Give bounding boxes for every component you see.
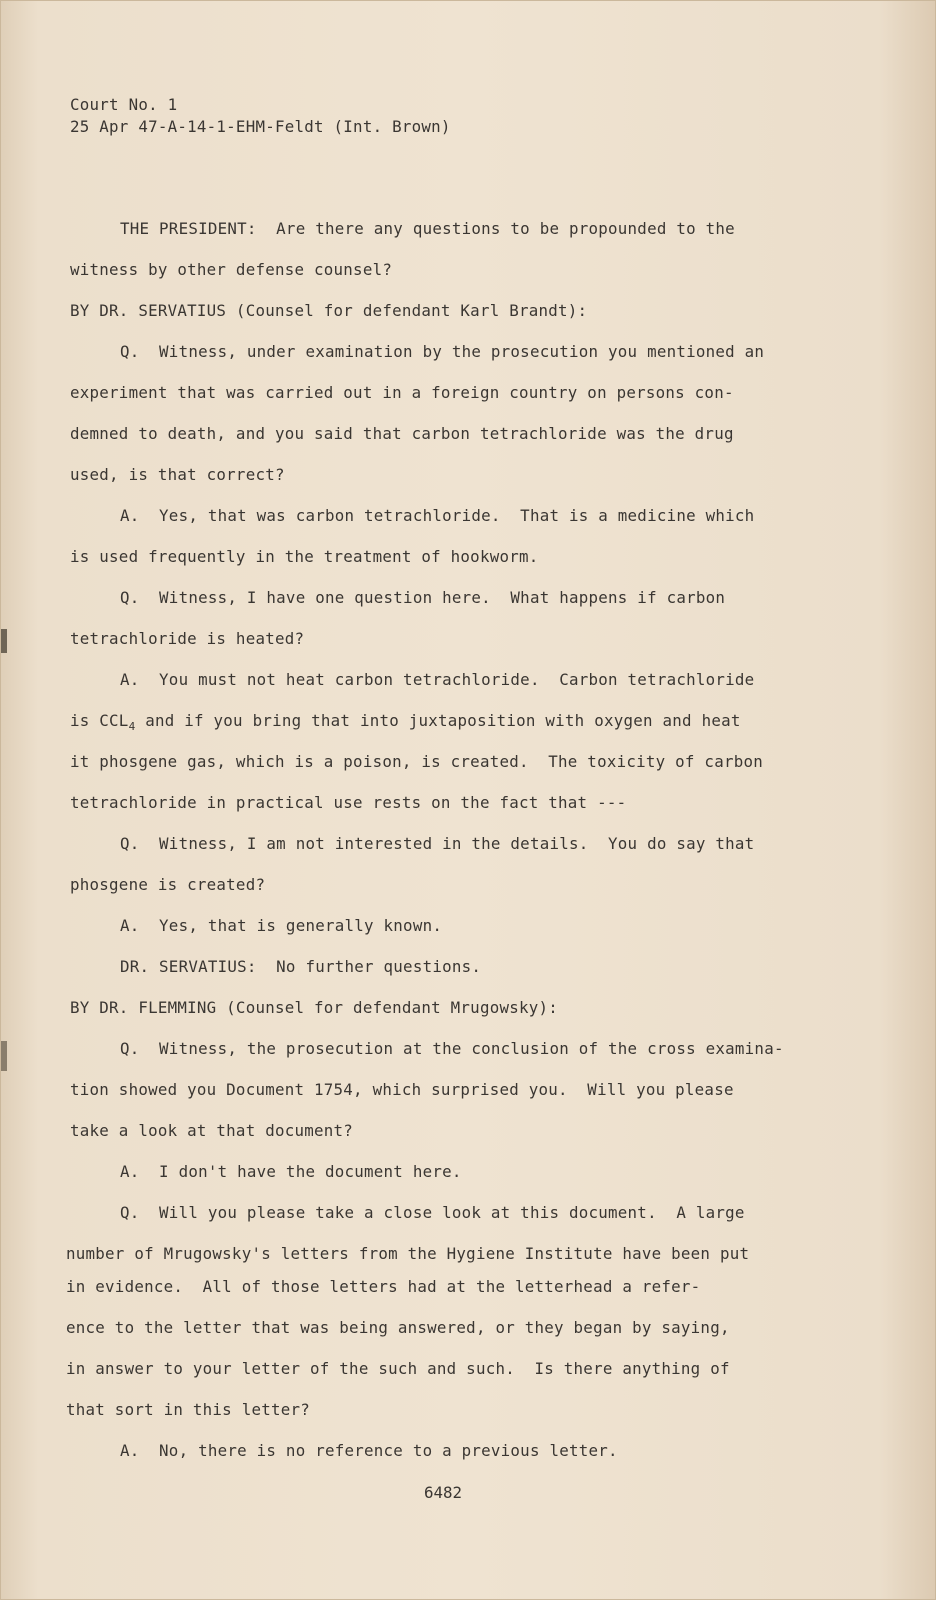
transcript-line: that sort in this letter? (66, 1400, 311, 1419)
transcript-line: it phosgene gas, which is a poison, is created. The toxicity of carbon (70, 752, 763, 771)
transcript-line: A. No, there is no reference to a previous letter. (120, 1441, 618, 1460)
transcript-line: in evidence. All of those letters had at the letterhead a refer- (66, 1277, 701, 1296)
transcript-line: is used frequently in the treatment of hookworm. (70, 547, 539, 566)
transcript-line: THE PRESIDENT: Are there any questions to be propounded to the (120, 219, 735, 238)
transcript-line: experiment that was carried out in a foreign country on persons con- (70, 383, 734, 402)
transcript-line: Q. Will you please take a close look at this document. A large (120, 1203, 745, 1222)
transcript-line: Q. Witness, I am not interested in the details. You do say that (120, 834, 755, 853)
transcript-reference: 25 Apr 47-A-14-1-EHM-Feldt (Int. Brown) (70, 117, 451, 136)
transcript-line: Q. Witness, the prosecution at the conclusion of the cross examina- (120, 1039, 784, 1058)
transcript-line: tetrachloride in practical use rests on the fact that --- (70, 793, 627, 812)
transcript-line: DR. SERVATIUS: No further questions. (120, 957, 482, 976)
transcript-line: Q. Witness, under examination by the prosecution you mentioned an (120, 342, 765, 361)
transcript-line: BY DR. FLEMMING (Counsel for defendant Mrugowsky): (70, 998, 559, 1017)
formula-subscript: 4 (128, 720, 136, 733)
transcript-line: witness by other defense counsel? (70, 260, 393, 279)
transcript-line: ence to the letter that was being answered, or they began by saying, (66, 1318, 730, 1337)
transcript-line: tetrachloride is heated? (70, 629, 305, 648)
transcript-line: in answer to your letter of the such and such. Is there anything of (66, 1359, 730, 1378)
page-number: 6482 (424, 1483, 463, 1502)
transcript-line: take a look at that document? (70, 1121, 354, 1140)
transcript-line: A. You must not heat carbon tetrachloride. Carbon tetrachloride (120, 670, 755, 689)
transcript-line: demned to death, and you said that carbon tetrachloride was the drug (70, 424, 734, 443)
transcript-line: number of Mrugowsky's letters from the Hygiene Institute have been put (66, 1244, 750, 1263)
court-number: Court No. 1 (70, 95, 178, 114)
left-edge-tear (1, 1041, 7, 1071)
formula-continuation: and if you bring that into juxtaposition with oxygen and heat (135, 711, 741, 730)
transcript-line: A. Yes, that is generally known. (120, 916, 443, 935)
transcript-line: BY DR. SERVATIUS (Counsel for defendant Karl Brandt): (70, 301, 588, 320)
transcript-line: tion showed you Document 1754, which surprised you. Will you please (70, 1080, 734, 1099)
transcript-line: A. I don't have the document here. (120, 1162, 462, 1181)
transcript-line: Q. Witness, I have one question here. What happens if carbon (120, 588, 726, 607)
transcript-line: phosgene is created? (70, 875, 266, 894)
transcript-line-formula (70, 711, 741, 737)
transcript-line: A. Yes, that was carbon tetrachloride. That is a medicine which (120, 506, 755, 525)
formula-text: is CCL (70, 711, 129, 730)
transcript-line: used, is that correct? (70, 465, 285, 484)
left-edge-tear (1, 629, 7, 653)
